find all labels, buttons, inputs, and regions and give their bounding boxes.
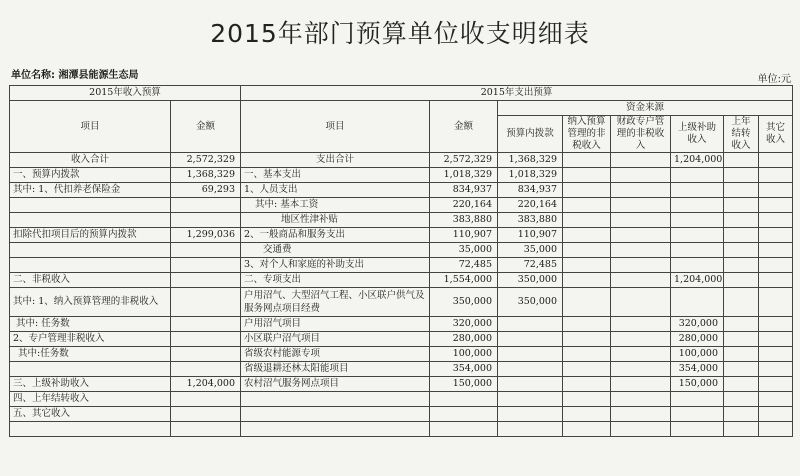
table-cell: 110,907 [430, 228, 498, 243]
table-cell [671, 392, 724, 407]
table-cell: 354,000 [430, 362, 498, 377]
table-cell [498, 377, 563, 392]
table-cell [611, 258, 671, 273]
fund-source-header: 资金来源 [498, 101, 793, 116]
table-cell [171, 213, 241, 228]
table-cell [611, 183, 671, 198]
table-row [10, 243, 793, 258]
table-cell [611, 392, 671, 407]
table-cell [171, 362, 241, 377]
table-cell [430, 392, 498, 407]
table-cell: 其中: 基本工资 [241, 198, 430, 213]
table-cell [671, 213, 724, 228]
table-cell: 280,000 [671, 332, 724, 347]
table-cell [671, 168, 724, 183]
table-cell: 省级退耕还林太阳能项目 [241, 362, 430, 377]
table-cell: 四、上年结转收入 [10, 392, 171, 407]
table-cell [759, 153, 793, 168]
table-cell: 省级农村能源专项 [241, 347, 430, 362]
table-cell [759, 213, 793, 228]
table-cell: 3、对个人和家庭的补助支出 [241, 258, 430, 273]
table-cell: 350,000 [430, 288, 498, 317]
sub-col-header: 上年结转收入 [724, 116, 759, 153]
table-cell: 150,000 [430, 377, 498, 392]
table-cell: 户用沼气项目 [241, 317, 430, 332]
table-cell: 1,204,000 [671, 153, 724, 168]
table-cell [171, 347, 241, 362]
table-row [10, 213, 793, 228]
currency-unit: 单位:元 [757, 74, 791, 85]
table-cell: 五、其它收入 [10, 407, 171, 422]
table-cell [241, 407, 430, 422]
table-cell [430, 422, 498, 437]
table-cell [759, 407, 793, 422]
table-cell [759, 243, 793, 258]
table-cell [563, 377, 611, 392]
table-cell [563, 228, 611, 243]
table-cell [724, 243, 759, 258]
table-cell [759, 377, 793, 392]
table-row [10, 422, 793, 437]
table-cell [671, 422, 724, 437]
table-cell [563, 422, 611, 437]
table-cell: 收入合计 [10, 153, 171, 168]
table-cell [171, 422, 241, 437]
table-cell [10, 258, 171, 273]
table-cell: 110,907 [498, 228, 563, 243]
table-cell [759, 347, 793, 362]
table-cell: 354,000 [671, 362, 724, 377]
table-cell [611, 317, 671, 332]
table-cell [724, 168, 759, 183]
table-row [10, 198, 793, 213]
table-cell: 350,000 [498, 288, 563, 317]
table-cell [671, 228, 724, 243]
table-cell: 100,000 [671, 347, 724, 362]
table-cell [759, 317, 793, 332]
table-row [10, 332, 793, 347]
table-cell: 一、预算内拨款 [10, 168, 171, 183]
sub-col-header: 纳入预算管理的非税收入 [563, 116, 611, 153]
table-cell: 二、专项支出 [241, 273, 430, 288]
table-cell [759, 392, 793, 407]
table-cell [611, 422, 671, 437]
table-cell: 2,572,329 [430, 153, 498, 168]
table-cell: 地区性津补贴 [241, 213, 430, 228]
table-cell [498, 392, 563, 407]
table-cell: 其中: 1、纳入预算管理的非税收入 [10, 288, 171, 317]
table-cell: 72,485 [498, 258, 563, 273]
table-cell: 35,000 [430, 243, 498, 258]
table-cell: 320,000 [671, 317, 724, 332]
table-cell [563, 288, 611, 317]
table-cell: 其中: 1、代扣养老保险金 [10, 183, 171, 198]
expense-item-header: 项目 [241, 101, 430, 153]
table-cell: 二、非税收入 [10, 273, 171, 288]
expense-budget-header: 2015年支出预算 [241, 86, 793, 101]
table-row [10, 347, 793, 362]
table-cell [611, 332, 671, 347]
table-cell [724, 332, 759, 347]
table-cell [724, 228, 759, 243]
table-row [10, 228, 793, 243]
table-cell [724, 258, 759, 273]
table-cell [498, 317, 563, 332]
income-budget-header: 2015年收入预算 [10, 86, 241, 101]
budget-alloc-header: 预算内拨款 [498, 116, 563, 153]
table-cell [724, 153, 759, 168]
table-cell [671, 243, 724, 258]
table-cell: 1、人员支出 [241, 183, 430, 198]
table-cell [724, 288, 759, 317]
table-cell [171, 258, 241, 273]
table-cell [10, 198, 171, 213]
table-cell [563, 243, 611, 258]
table-cell [724, 183, 759, 198]
table-cell: 2、一般商品和服务支出 [241, 228, 430, 243]
table-cell: 三、上级补助收入 [10, 377, 171, 392]
table-cell [759, 422, 793, 437]
table-cell: 支出合计 [241, 153, 430, 168]
table-cell: 72,485 [430, 258, 498, 273]
table-cell [724, 213, 759, 228]
table-cell [611, 377, 671, 392]
table-cell [724, 198, 759, 213]
table-row [10, 168, 793, 183]
table-cell [171, 407, 241, 422]
table-cell [671, 183, 724, 198]
table-cell [563, 347, 611, 362]
table-cell: 1,018,329 [498, 168, 563, 183]
table-cell: 383,880 [498, 213, 563, 228]
table-cell [171, 288, 241, 317]
table-cell: 834,937 [430, 183, 498, 198]
table-cell [498, 422, 563, 437]
table-cell: 1,368,329 [498, 153, 563, 168]
table-cell [171, 243, 241, 258]
table-cell [611, 273, 671, 288]
table-row [10, 183, 793, 198]
table-cell: 1,204,000 [171, 377, 241, 392]
table-cell [724, 347, 759, 362]
unit-row [11, 66, 791, 85]
table-cell [724, 273, 759, 288]
table-cell [759, 288, 793, 317]
table-cell: 农村沼气服务网点项目 [241, 377, 430, 392]
table-cell [611, 347, 671, 362]
table-cell [724, 377, 759, 392]
table-row [10, 377, 793, 392]
table-cell: 1,299,036 [171, 228, 241, 243]
table-cell [563, 407, 611, 422]
table-cell [671, 288, 724, 317]
table-cell [724, 422, 759, 437]
table-row [10, 407, 793, 422]
table-cell [10, 243, 171, 258]
table-cell [611, 228, 671, 243]
unit-name: 单位名称: 湘潭县能源生态局 [11, 70, 139, 81]
table-cell [563, 362, 611, 377]
table-cell [611, 168, 671, 183]
table-cell [611, 362, 671, 377]
sub-col-header: 财政专户管理的非税收入 [611, 116, 671, 153]
table-cell: 220,164 [430, 198, 498, 213]
table-cell: 100,000 [430, 347, 498, 362]
table-cell [724, 392, 759, 407]
page-title: 2015年部门预算单位收支明细表 [210, 19, 590, 48]
table-cell [563, 392, 611, 407]
table-cell: 150,000 [671, 377, 724, 392]
table-cell [498, 362, 563, 377]
table-cell: 834,937 [498, 183, 563, 198]
table-cell [241, 392, 430, 407]
table-cell [759, 258, 793, 273]
table-cell [563, 332, 611, 347]
table-cell [759, 362, 793, 377]
table-body [10, 153, 793, 437]
table-cell [563, 317, 611, 332]
table-cell: 1,368,329 [171, 168, 241, 183]
table-cell [10, 422, 171, 437]
table-cell [563, 168, 611, 183]
table-cell [171, 317, 241, 332]
income-item-header: 项目 [10, 101, 171, 153]
table-cell: 383,880 [430, 213, 498, 228]
table-cell [171, 273, 241, 288]
table-cell: 350,000 [498, 273, 563, 288]
table-cell [10, 362, 171, 377]
table-cell [563, 258, 611, 273]
table-row [10, 362, 793, 377]
table-cell: 其中: 任务数 [10, 317, 171, 332]
table-cell [241, 422, 430, 437]
table-cell [563, 183, 611, 198]
table-cell: 320,000 [430, 317, 498, 332]
table-cell: 1,018,329 [430, 168, 498, 183]
table-cell [759, 332, 793, 347]
table-cell [759, 228, 793, 243]
table-cell [671, 198, 724, 213]
table-cell: 一、基本支出 [241, 168, 430, 183]
table-cell [759, 183, 793, 198]
table-cell: 小区联户沼气项目 [241, 332, 430, 347]
table-row [10, 153, 793, 168]
table-cell [498, 332, 563, 347]
table-row [10, 317, 793, 332]
table-cell: 280,000 [430, 332, 498, 347]
table-cell [759, 273, 793, 288]
table-cell: 2,572,329 [171, 153, 241, 168]
table-cell [563, 153, 611, 168]
table-row [10, 273, 793, 288]
expense-amount-header: 金额 [430, 101, 498, 153]
table-cell [724, 362, 759, 377]
table-cell: 69,293 [171, 183, 241, 198]
table-cell [171, 198, 241, 213]
table-cell: 交通费 [241, 243, 430, 258]
table-cell [611, 407, 671, 422]
table-cell [611, 288, 671, 317]
table-cell [611, 213, 671, 228]
sub-col-header: 上级补助收入 [671, 116, 724, 153]
table-cell [724, 407, 759, 422]
table-cell: 户用沼气、大型沼气工程、小区联户供气及服务网点项目经费 [241, 288, 430, 317]
table-cell [563, 213, 611, 228]
table-cell [671, 407, 724, 422]
table-cell: 扣除代扣项目后的预算内拨款 [10, 228, 171, 243]
table-cell [498, 347, 563, 362]
table-cell [611, 198, 671, 213]
table-cell [611, 243, 671, 258]
table-cell [611, 153, 671, 168]
table-cell: 1,204,000 [671, 273, 724, 288]
table-cell [498, 407, 563, 422]
table-cell [724, 317, 759, 332]
table-cell [430, 407, 498, 422]
table-cell [171, 332, 241, 347]
table-cell: 2、专户管理非税收入 [10, 332, 171, 347]
table-row [10, 288, 793, 317]
income-amount-header: 金额 [171, 101, 241, 153]
table-row [10, 392, 793, 407]
table-cell [671, 258, 724, 273]
table-cell [10, 213, 171, 228]
table-cell [759, 168, 793, 183]
table-cell [563, 273, 611, 288]
sub-col-header: 其它收入 [759, 116, 793, 153]
table-cell: 其中:任务数 [10, 347, 171, 362]
table-cell: 220,164 [498, 198, 563, 213]
table-row [10, 258, 793, 273]
table-cell: 1,554,000 [430, 273, 498, 288]
budget-table [9, 85, 793, 437]
table-cell: 35,000 [498, 243, 563, 258]
table-cell [759, 198, 793, 213]
table-cell [171, 392, 241, 407]
table-cell [563, 198, 611, 213]
